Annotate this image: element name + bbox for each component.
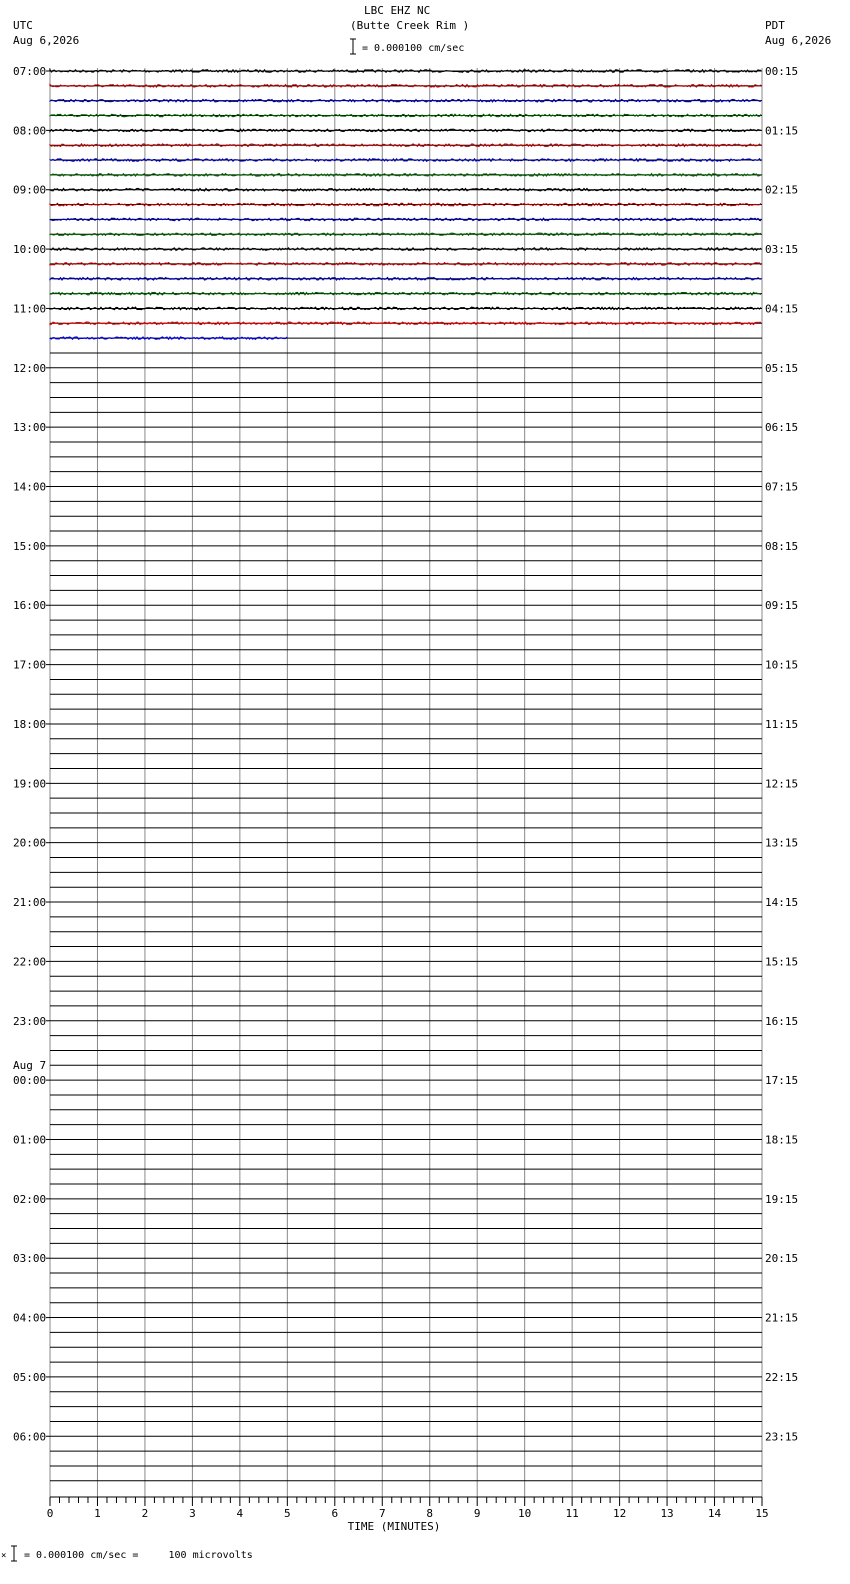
x-tick-label: 8	[426, 1507, 434, 1520]
x-tick-label: 3	[189, 1507, 196, 1520]
x-tick-label: 2	[141, 1507, 149, 1520]
pdt-hour-label: 18:15	[765, 1133, 799, 1147]
utc-hour-label: 09:00	[13, 183, 47, 197]
utc-hour-label: 08:00	[13, 124, 47, 138]
pdt-hour-label: 17:15	[765, 1074, 799, 1088]
pdt-hour-label: 19:15	[765, 1192, 799, 1206]
utc-hour-label: 19:00	[13, 777, 47, 791]
pdt-hour-label: 09:15	[765, 599, 799, 613]
pdt-hour-label: 03:15	[765, 243, 799, 257]
footer-scale-bar-icon	[10, 1545, 18, 1563]
utc-hour-label: 22:00	[13, 955, 47, 969]
pdt-hour-label: 14:15	[765, 896, 799, 910]
utc-hour-label: 13:00	[13, 421, 47, 435]
pdt-hour-label: 21:15	[765, 1311, 799, 1325]
pdt-hour-label: 07:15	[765, 480, 799, 494]
utc-hour-label: 14:00	[13, 480, 47, 494]
x-tick-label: 4	[236, 1507, 244, 1520]
x-tick-label: 1	[94, 1507, 101, 1520]
x-tick-label: 0	[46, 1507, 54, 1520]
pdt-hour-label: 06:15	[765, 421, 799, 435]
utc-hour-label: 11:00	[13, 302, 47, 316]
utc-hour-label: 18:00	[13, 717, 47, 731]
pdt-hour-label: 02:15	[765, 183, 799, 197]
utc-hour-label: 02:00	[13, 1192, 47, 1206]
seismic-trace	[50, 189, 761, 191]
pdt-hour-label: 23:15	[765, 1430, 799, 1444]
pdt-hour-label: 11:15	[765, 717, 799, 731]
pdt-hour-label: 05:15	[765, 361, 799, 375]
utc-hour-label: 07:00	[13, 65, 47, 78]
x-tick-label: 15	[755, 1507, 769, 1520]
x-tick-label: 12	[612, 1507, 627, 1520]
x-tick-label: 9	[473, 1507, 481, 1520]
utc-hour-label: 01:00	[13, 1133, 47, 1147]
left-date: Aug 6,2026	[13, 34, 80, 47]
utc-hour-label: 04:00	[13, 1311, 47, 1325]
x-tick-label: 10	[518, 1507, 532, 1520]
utc-date-change-label: Aug 7	[13, 1059, 47, 1073]
pdt-hour-label: 22:15	[765, 1370, 799, 1384]
x-tick-label: 14	[707, 1507, 722, 1520]
x-tick-label: 6	[331, 1507, 339, 1520]
pdt-hour-label: 10:15	[765, 658, 799, 672]
pdt-hour-label: 08:15	[765, 539, 799, 553]
seismic-trace	[50, 248, 761, 250]
utc-hour-label: 21:00	[13, 896, 47, 910]
seismic-trace	[50, 129, 761, 131]
pdt-hour-label: 04:15	[765, 302, 799, 316]
utc-hour-label: 17:00	[13, 658, 47, 672]
x-tick-label: 11	[565, 1507, 579, 1520]
pdt-hour-label: 15:15	[765, 955, 799, 969]
utc-hour-label: 20:00	[13, 836, 47, 850]
x-tick-label: 7	[378, 1507, 386, 1520]
right-timezone: PDT	[765, 19, 785, 32]
pdt-hour-label: 16:15	[765, 1014, 799, 1028]
x-tick-label: 5	[284, 1507, 291, 1520]
utc-hour-label: 12:00	[13, 361, 47, 375]
utc-hour-label: 16:00	[13, 599, 47, 613]
utc-hour-label: 05:00	[13, 1370, 47, 1384]
right-date: Aug 6,2026	[765, 34, 832, 47]
pdt-hour-label: 00:15	[765, 65, 799, 78]
utc-hour-label: 06:00	[13, 1430, 47, 1444]
utc-hour-label: 15:00	[13, 539, 47, 553]
utc-hour-label: 10:00	[13, 243, 47, 257]
x-tick-label: 13	[660, 1507, 674, 1520]
utc-hour-label: 00:00	[13, 1074, 47, 1088]
pdt-hour-label: 01:15	[765, 124, 799, 138]
pdt-hour-label: 20:15	[765, 1252, 799, 1266]
footer-scale-text: = 0.000100 cm/sec = 100 microvolts	[24, 1550, 253, 1561]
left-timezone: UTC	[13, 19, 33, 32]
header-scale-text: = 0.000100 cm/sec	[362, 43, 465, 54]
station-title: LBC EHZ NC	[364, 4, 431, 17]
seismic-trace	[50, 263, 761, 265]
utc-hour-label: 23:00	[13, 1014, 47, 1028]
x-axis-title: TIME (MINUTES)	[347, 1520, 441, 1533]
utc-hour-label: 03:00	[13, 1252, 47, 1266]
footer-marker-icon: ×	[1, 1551, 7, 1561]
pdt-hour-label: 13:15	[765, 836, 799, 850]
site-name: (Butte Creek Rim )	[350, 19, 470, 32]
pdt-hour-label: 12:15	[765, 777, 799, 791]
